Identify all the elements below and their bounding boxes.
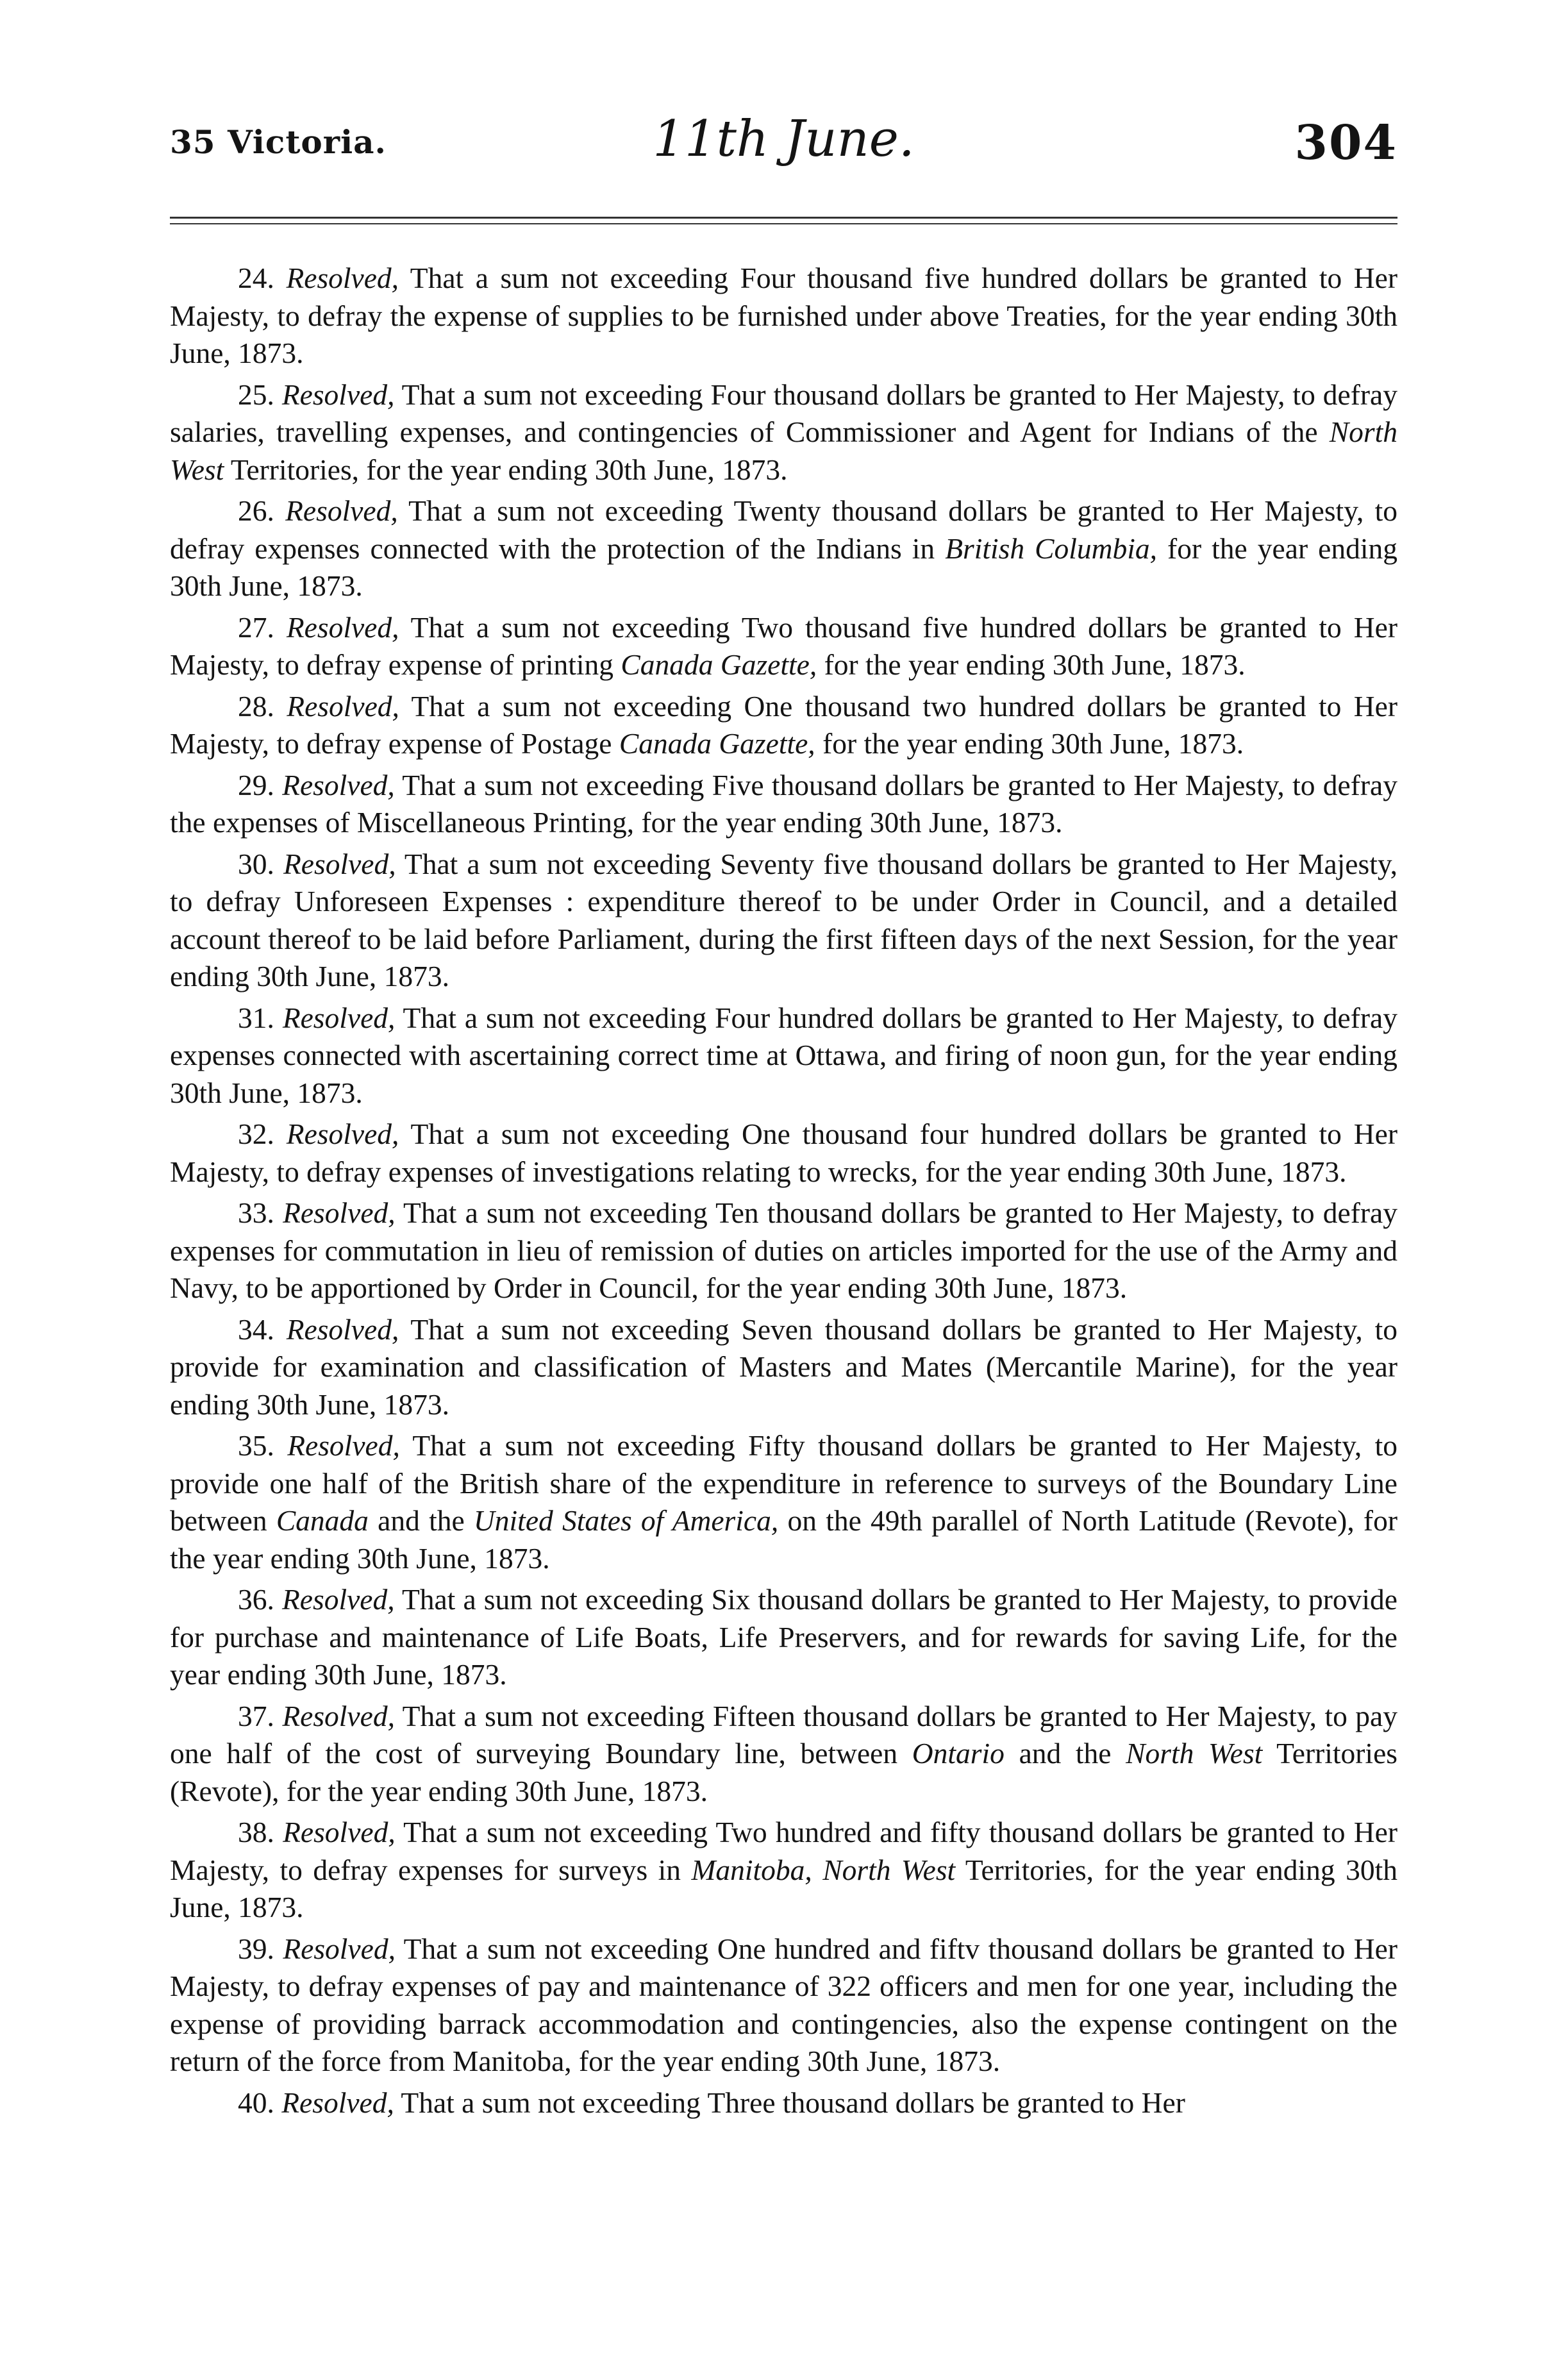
resolution-number: 37. — [238, 1699, 283, 1732]
resolution-paragraph — [170, 1194, 1397, 1307]
resolution-text: That a sum not exceeding One hundred and fiftv thousand dollars be granted to Her Majesty, to defray expenses of pay and maintenance of 322 officers and men for one year, including the expense of providing barrack accommodation and contingencies, also the expense contingent on the return of the force from Manitoba, for the year ending 30th June, 1873. — [170, 1932, 1398, 2077]
resolution-text: Territories, for the year ending 30th June, 1873. — [224, 453, 788, 486]
resolution-paragraph — [170, 609, 1397, 684]
resolution-paragraph — [170, 1814, 1397, 1927]
resolution-text: That a sum not exceeding Two hundred and fifty thousand dollars be granted to Her Majesty, to defray expenses for surveys in — [170, 1816, 1397, 1886]
resolution-paragraph — [170, 376, 1397, 489]
resolution-paragraph — [170, 492, 1397, 605]
resolution-paragraph — [170, 1116, 1397, 1191]
resolved-keyword: Resolved, — [287, 689, 399, 723]
resolution-paragraph — [170, 767, 1397, 842]
resolved-keyword: Resolved, — [283, 1932, 396, 1965]
italic-text: Canada Gazette, — [619, 727, 815, 760]
resolved-keyword: Resolved, — [282, 768, 395, 801]
resolution-paragraph — [170, 688, 1397, 763]
resolved-keyword: Resolved, — [281, 2086, 394, 2119]
resolution-text: That a sum not exceeding Five thousand dollars be granted to Her Majesty, to defray the expenses of Miscellaneous Printing, for the year ending 30th June, 1873. — [170, 768, 1397, 839]
resolution-paragraph — [170, 846, 1397, 996]
resolution-paragraph — [170, 1427, 1397, 1577]
resolved-keyword: Resolved, — [286, 1312, 399, 1346]
resolution-paragraph — [170, 1930, 1397, 2081]
resolution-text: for the year ending 30th June, 1873. — [170, 532, 1397, 602]
page-header — [170, 110, 1397, 185]
header-date: 11th June. — [653, 110, 915, 168]
resolution-text: Territories, for the year ending 30th June, 1873. — [170, 1853, 1398, 1923]
resolution-text: on the 49th parallel of North Latitude (Revote), for the year ending 30th June, 1873. — [170, 1504, 1397, 1575]
resolved-keyword: Resolved, — [285, 494, 398, 527]
resolution-text: That a sum not exceeding Seven thousand dollars be granted to Her Majesty, to provide for examination and classification of Masters and Mates (Mercantile Marine), for the year ending 30th June, 1873. — [170, 1312, 1397, 1421]
resolution-paragraph — [170, 1698, 1397, 1811]
resolved-keyword: Resolved, — [282, 1699, 395, 1732]
resolution-number: 27. — [238, 610, 287, 644]
resolution-number: 36. — [238, 1583, 283, 1616]
resolution-number: 29. — [238, 768, 283, 801]
italic-text: Canada Gazette, — [621, 648, 817, 681]
resolution-text: That a sum not exceeding Twenty thousand dollars be granted to Her Majesty, to defray expenses connected with the protection of the Indians in — [170, 494, 1398, 565]
resolution-paragraph — [170, 1311, 1397, 1424]
italic-text: Canada — [276, 1504, 369, 1537]
resolution-number: 24. — [238, 262, 287, 294]
resolution-number: 38. — [238, 1816, 283, 1848]
italic-text: Ontario — [912, 1737, 1005, 1770]
resolved-keyword: Resolved, — [286, 610, 399, 644]
resolutions-body — [170, 260, 1397, 2125]
header-rule — [170, 217, 1397, 219]
resolution-number: 34. — [238, 1312, 287, 1346]
resolution-number: 28. — [238, 689, 287, 723]
italic-text: United States of America, — [473, 1504, 779, 1537]
italic-text: Manitoba, North West — [691, 1853, 956, 1886]
resolution-text: That a sum not exceeding Three thousand dollars be granted to Her — [394, 2086, 1185, 2119]
italic-text: British Columbia, — [945, 532, 1157, 565]
resolved-keyword: Resolved, — [283, 1816, 396, 1848]
italic-text: North West — [1126, 1737, 1263, 1770]
resolution-text: That a sum not exceeding Four hundred dollars be granted to Her Majesty, to defray expenses connected with ascertaining correct time at Ottawa, and firing of noon gun, for the year ending 30th June, 1873. — [170, 1001, 1398, 1109]
resolved-keyword: Resolved, — [282, 1583, 395, 1616]
resolution-paragraph — [170, 2084, 1397, 2122]
resolution-number: 40. — [238, 2086, 282, 2119]
resolved-keyword: Resolved, — [283, 1196, 396, 1229]
page-number: 304 — [1294, 115, 1397, 171]
resolution-text: That a sum not exceeding Fifteen thousand dollars be granted to Her Majesty, to pay one half of the cost of surveying Boundary line, between — [170, 1699, 1398, 1770]
resolution-text: and the — [1004, 1737, 1126, 1770]
resolution-text: That a sum not exceeding Fifty thousand dollars be granted to Her Majesty, to provide one half of the British share of the expenditure in reference to surveys of the Boundary Line between — [170, 1429, 1398, 1537]
resolution-number: 35. — [238, 1429, 288, 1462]
resolution-text: Territories (Revote), for the year ending 30th June, 1873. — [170, 1737, 1397, 1807]
resolved-keyword: Resolved, — [281, 378, 395, 411]
resolution-text: That a sum not exceeding One thousand four hundred dollars be granted to Her Majesty, to defray expenses of investigations relating to wrecks, for the year ending 30th June, 1873. — [170, 1118, 1397, 1188]
resolution-text: for the year ending 30th June, 1873. — [817, 648, 1246, 681]
resolution-text: That a sum not exceeding Ten thousand dollars be granted to Her Majesty, to defray expenses for commutation in lieu of remission of duties on articles imported for the use of the Army and Navy, to be apportioned by Order in Council, for the year ending 30th June, 1873. — [170, 1196, 1397, 1304]
resolution-number: 25. — [238, 378, 282, 411]
header-session: 35 Victoria. — [170, 123, 387, 161]
resolution-paragraph — [170, 1000, 1397, 1112]
resolution-number: 32. — [238, 1118, 287, 1150]
resolved-keyword: Resolved, — [282, 1001, 396, 1034]
resolution-text: That a sum not exceeding Seventy five thousand dollars be granted to Her Majesty, to defray Unforeseen Expenses : expenditure thereof to be under Order in Council, and a detailed account thereof to be laid before Parliament, during the first fifteen days of the next Session, for the year ending 30th June, 1873. — [170, 847, 1398, 992]
resolved-keyword: Resolved, — [286, 1118, 399, 1150]
resolution-text: That a sum not exceeding Two thousand five hundred dollars be granted to Her Majesty, to defray expense of printing — [170, 610, 1397, 681]
resolution-number: 33. — [238, 1196, 283, 1229]
resolution-number: 26. — [238, 494, 286, 527]
resolution-text: That a sum not exceeding Six thousand dollars be granted to Her Majesty, to provide for purchase and maintenance of Life Boats, Life Preservers, and for rewards for saving Life, for the year ending 30th June, 1873. — [170, 1583, 1397, 1691]
resolution-paragraph — [170, 1581, 1397, 1694]
resolution-text: That a sum not exceeding Four thousand dollars be granted to Her Majesty, to defray salaries, travelling expenses, and contingencies of Commissioner and Agent for Indians of the — [170, 378, 1397, 448]
resolved-keyword: Resolved, — [287, 1429, 400, 1462]
resolution-text: and the — [368, 1504, 474, 1537]
resolution-number: 30. — [238, 847, 284, 880]
resolution-text: That a sum not exceeding One thousand two hundred dollars be granted to Her Majesty, to defray expense of Postage — [170, 689, 1397, 760]
italic-text: North West — [170, 415, 1397, 486]
resolution-number: 31. — [238, 1001, 283, 1034]
resolution-number: 39. — [238, 1932, 283, 1965]
resolved-keyword: Resolved, — [286, 262, 399, 294]
header-rule-thin — [170, 223, 1397, 224]
resolution-text: That a sum not exceeding Four thousand five hundred dollars be granted to Her Majesty, to defray the expense of supplies to be furnished under above Treaties, for the year ending 30th June, 1873. — [170, 262, 1398, 369]
resolution-paragraph — [170, 260, 1397, 373]
resolution-text: for the year ending 30th June, 1873. — [815, 727, 1244, 760]
resolved-keyword: Resolved, — [283, 847, 396, 880]
